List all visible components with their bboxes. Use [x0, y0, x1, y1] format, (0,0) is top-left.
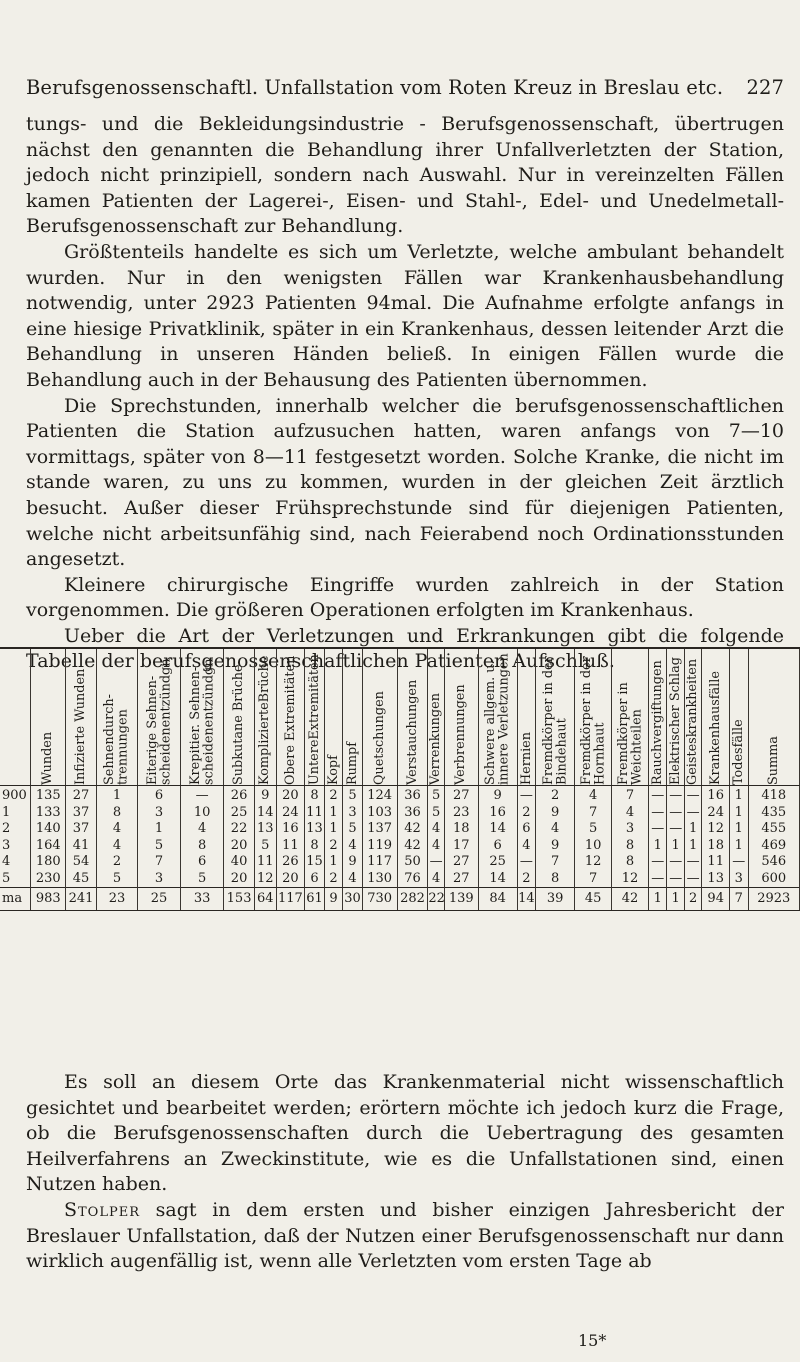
- table-cell: 4: [181, 821, 224, 838]
- row-year-cell: 2: [0, 821, 31, 838]
- table-cell: 18: [702, 838, 730, 855]
- table-cell: 54: [66, 854, 97, 871]
- table-cell: 4: [575, 786, 612, 805]
- table-cell: 16: [702, 786, 730, 805]
- sum-row: [0, 888, 800, 911]
- column-header: [66, 648, 97, 786]
- table-cell: 164: [31, 838, 66, 855]
- table-cell: 3: [138, 871, 181, 888]
- table-cell: 36: [397, 786, 428, 805]
- table-cell: 10: [575, 838, 612, 855]
- table-cell: 8: [305, 838, 325, 855]
- sum-cell: 61: [305, 888, 325, 911]
- table-cell: 9: [536, 805, 575, 822]
- sum-cell: 84: [478, 888, 517, 911]
- sum-cell: 9: [324, 888, 342, 911]
- paragraph-7-text: sagt in dem ersten und bisher einzigen Jahresbericht der Breslauer Unfallstation, daß der Nutzen einer Berufsgenossenschaft nur dann wirklich augenfällig ist, wenn alle Verletzten vom ersten Tage ab: [26, 1198, 784, 1273]
- column-header: [181, 648, 224, 786]
- table-cell: 11: [254, 854, 276, 871]
- sum-label-cell: ma: [0, 888, 31, 911]
- table-cell: —: [667, 821, 684, 838]
- running-title: Berufsgenossenschaftl. Unfallstation vom Roten Kreuz in Breslau etc.: [26, 76, 724, 99]
- column-header: [684, 648, 701, 786]
- table-cell: 25: [224, 805, 255, 822]
- sum-cell: 241: [66, 888, 97, 911]
- table-cell: 7: [575, 871, 612, 888]
- table-cell: 1: [649, 838, 667, 855]
- table-cell: 8: [612, 838, 649, 855]
- table-cell: 1: [324, 854, 342, 871]
- table-cell: 27: [66, 786, 97, 805]
- table-cell: 124: [362, 786, 397, 805]
- table-cell: 4: [517, 838, 535, 855]
- table-cell: 2: [517, 805, 535, 822]
- column-header-label: Subkutane Brüche: [231, 664, 247, 785]
- table-body: [0, 786, 800, 911]
- column-header: [428, 648, 444, 786]
- table-cell: —: [730, 854, 748, 871]
- table-cell: 1: [730, 821, 748, 838]
- table-cell: —: [649, 871, 667, 888]
- sum-cell: 30: [343, 888, 363, 911]
- table-row: [0, 805, 800, 822]
- column-header-label: Rauchvergiftungen: [649, 660, 665, 785]
- table-cell: 27: [444, 786, 478, 805]
- column-header-label: Rumpf: [344, 742, 360, 785]
- table-cell: 25: [478, 854, 517, 871]
- table-cell: —: [667, 854, 684, 871]
- table-cell: 180: [31, 854, 66, 871]
- table-cell: 8: [305, 786, 325, 805]
- table-cell: 20: [224, 838, 255, 855]
- table-row: [0, 838, 800, 855]
- table-cell: 4: [96, 821, 137, 838]
- table-cell: 2: [517, 871, 535, 888]
- table-cell: 2: [324, 838, 342, 855]
- paragraph-4: Kleinere chirurgische Eingriffe wurden zahlreich in der Station vorgenommen. Die größeren Operationen erfolgten im Krankenhaus.: [26, 573, 784, 622]
- table-cell: 11: [306, 804, 323, 820]
- table-cell: 4: [343, 871, 363, 888]
- table-cell: —: [667, 786, 684, 805]
- sum-cell: 2: [684, 888, 701, 911]
- sum-cell: 42: [612, 888, 649, 911]
- column-header: [730, 648, 748, 786]
- table-cell: 5: [181, 871, 224, 888]
- table-cell: 435: [748, 805, 799, 822]
- column-header: [0, 648, 31, 786]
- table-cell: 600: [748, 871, 799, 888]
- table-cell: —: [517, 854, 535, 871]
- sum-cell: 25: [138, 888, 181, 911]
- column-header-label: KompliziertеBrüche: [257, 655, 273, 785]
- sum-cell: 153: [224, 888, 255, 911]
- table-cell: 41: [66, 838, 97, 855]
- table-cell: 9: [536, 838, 575, 855]
- table-cell: 4: [343, 838, 363, 855]
- column-header-label: Verstauchungen: [404, 679, 420, 785]
- table-cell: 5: [428, 786, 444, 805]
- table-cell: 4: [96, 838, 137, 855]
- table-cell: 9: [478, 786, 517, 805]
- signature-mark: 15*: [578, 1331, 607, 1350]
- column-header-label: Krankenhausfälle: [707, 671, 723, 785]
- column-header: [748, 648, 799, 786]
- paragraph-2: Größtenteils handelte es sich um Verletzte, welche ambulant behandelt wurden. Nur in den wenigsten Fällen war Krankenhausbehandlung notwendig, unter 2923 Patienten 94mal. Die Aufnahme erfolgte anfangs in eine hiesige Privatklinik, später in ein Krankenhaus, dessen leitender Arzt die Behandlung in unseren Händen beließ. In einigen Fällen wurde die Behandlung auch in der Behausung des Patienten übernommen.: [26, 240, 784, 391]
- table-cell: 12: [612, 871, 649, 888]
- table-cell: 18: [444, 821, 478, 838]
- table-cell: 42: [397, 838, 428, 855]
- column-header: [324, 648, 342, 786]
- table-cell: 36: [397, 805, 428, 822]
- table-cell: 15: [306, 854, 323, 869]
- column-header: [362, 648, 397, 786]
- table-cell: 135: [31, 786, 66, 805]
- column-header: [612, 648, 649, 786]
- column-header-label: Elektrischer Schlag: [667, 657, 683, 785]
- table-cell: 50: [397, 854, 428, 871]
- sum-cell: 117: [276, 888, 305, 911]
- table-cell: 230: [31, 871, 66, 888]
- table-cell: 5: [138, 838, 181, 855]
- table-cell: 1: [684, 838, 701, 855]
- sum-cell: 139: [444, 888, 478, 911]
- column-header: [517, 648, 535, 786]
- table-cell: 133: [31, 805, 66, 822]
- table-cell: 20: [276, 871, 305, 888]
- table-cell: 1: [138, 821, 181, 838]
- table-cell: —: [181, 786, 224, 805]
- table-cell: 5: [96, 871, 137, 888]
- table-cell: 11: [276, 838, 305, 855]
- table-cell: 11: [702, 854, 730, 871]
- column-header: [536, 648, 575, 786]
- column-header-label: Fremdkörper in der Hornhaut: [578, 656, 608, 785]
- column-header-label: Infizierte Wunden: [73, 668, 89, 785]
- table-cell: 6: [517, 821, 535, 838]
- table-cell: —: [684, 805, 701, 822]
- row-year-cell: 4: [0, 854, 31, 871]
- column-header: [667, 648, 684, 786]
- table-cell: 7: [536, 854, 575, 871]
- table-cell: —: [649, 821, 667, 838]
- closing-text: [26, 1070, 784, 1275]
- table-cell: 6: [478, 838, 517, 855]
- table-cell: 1: [96, 786, 137, 805]
- table-cell: 6: [138, 786, 181, 805]
- sum-cell: 33: [181, 888, 224, 911]
- column-header-label: Schwere allgem. u. innere Verletzungen: [483, 653, 512, 785]
- paragraph-5: Ueber die Art der Verletzungen und Erkrankungen gibt die folgende Tabelle der berufsgenossenschaftlichen Patienten Aufschluß.: [26, 624, 784, 673]
- row-year-cell: 1: [0, 805, 31, 822]
- table-cell: —: [684, 786, 701, 805]
- paragraph-7: [26, 1198, 784, 1275]
- column-header-label: Todesfälle: [731, 719, 747, 785]
- table-cell: 5: [343, 786, 363, 805]
- table-header-row: [0, 648, 800, 786]
- table-cell: 4: [428, 838, 444, 855]
- column-header-label: Sehnendurch-trennungen: [102, 694, 131, 785]
- sum-cell: 282: [397, 888, 428, 911]
- table-cell: 3: [138, 805, 181, 822]
- sum-cell: 64: [254, 888, 276, 911]
- table-cell: —: [649, 805, 667, 822]
- column-header: [276, 648, 305, 786]
- table-cell: —: [429, 854, 443, 869]
- column-header-label: Fremdkörper in der Bindehaut: [540, 656, 570, 785]
- table-cell: 7: [575, 805, 612, 822]
- injury-statistics-table: [0, 647, 800, 911]
- table-cell: 16: [478, 805, 517, 822]
- table-row: [0, 821, 800, 838]
- column-header: [478, 648, 517, 786]
- column-header-label: Eiterige Sehnen-scheidenentzündgn: [144, 658, 174, 785]
- table-cell: 8: [181, 838, 224, 855]
- table-cell: 5: [343, 821, 363, 838]
- column-header: [254, 648, 276, 786]
- sum-cell: 23: [96, 888, 137, 911]
- sum-cell: 2923: [748, 888, 799, 911]
- column-header: [575, 648, 612, 786]
- table-cell: 1: [730, 786, 748, 805]
- table-cell: 4: [536, 821, 575, 838]
- table-cell: 45: [66, 871, 97, 888]
- table-cell: —: [684, 871, 701, 888]
- column-header-label: Hernien: [518, 732, 534, 785]
- table-cell: 13: [702, 871, 730, 888]
- table-cell: 1: [684, 821, 701, 838]
- table-cell: 2: [96, 854, 137, 871]
- table-cell: —: [649, 854, 667, 871]
- table-cell: 5: [254, 838, 276, 855]
- table-cell: 8: [96, 805, 137, 822]
- table-cell: 3: [343, 805, 363, 822]
- table-cell: 17: [444, 838, 478, 855]
- column-header-label: Kopf: [325, 755, 341, 785]
- row-year-cell: 3: [0, 838, 31, 855]
- table-row: [0, 786, 800, 805]
- table-cell: 12: [702, 821, 730, 838]
- table-cell: 117: [362, 854, 397, 871]
- table-cell: —: [667, 805, 684, 822]
- column-header-label: Geisteskrankheiten: [685, 658, 701, 785]
- paragraph-1: tungs- und die Bekleidungsindustrie - Berufsgenossenschaft, übertrugen nächst den genannten die Behandlung ihrer Unfallverletzten der Station, jedoch nicht prinzipiell, sondern nach Auswahl. Nur in vereinzelten Fällen kamen Patienten der Lagerei-, Eisen- und Stahl-, Edel- und Unedelmetall-Berufsgenossenschaft zur Behandlung.: [26, 113, 784, 238]
- row-year-cell: 900: [0, 786, 31, 805]
- table-cell: 9: [254, 786, 276, 805]
- table-cell: 8: [612, 854, 649, 871]
- table-cell: 16: [276, 821, 305, 838]
- table-cell: 26: [224, 786, 255, 805]
- table-cell: 103: [362, 805, 397, 822]
- column-header-label: Quetschungen: [371, 691, 387, 785]
- column-header: [96, 648, 137, 786]
- table-cell: 1: [667, 838, 684, 855]
- table-cell: 2: [324, 871, 342, 888]
- table-cell: 1: [730, 805, 748, 822]
- sum-cell: 983: [31, 888, 66, 911]
- table-cell: 8: [536, 871, 575, 888]
- sum-cell: 1: [667, 888, 684, 911]
- table-cell: 6: [181, 854, 224, 871]
- table-cell: 418: [748, 786, 799, 805]
- table-cell: 137: [362, 821, 397, 838]
- table-cell: 76: [397, 871, 428, 888]
- column-header-label: Verbrennungen: [453, 684, 469, 785]
- column-header: [31, 648, 66, 786]
- table-row: [0, 854, 800, 871]
- column-header: [305, 648, 325, 786]
- column-header-label: Fremdkörper in Weichteilen: [615, 682, 645, 785]
- column-header: [444, 648, 478, 786]
- table-cell: 13: [306, 821, 323, 836]
- sum-cell: 45: [575, 888, 612, 911]
- table-cell: 13: [254, 821, 276, 838]
- table-cell: 20: [276, 786, 305, 805]
- table-cell: 130: [362, 871, 397, 888]
- paragraph-3: Die Sprechstunden, innerhalb welcher die berufsgenossenschaftlichen Patienten die Station aufzusuchen hatten, waren anfangs von 7—10 vormittags, später von 8—11 festgesetzt worden. Solche Kranke, die nicht im stande waren, zu uns zu kommen, wurden in der gleichen Zeit ärztlich besucht. Außer dieser Frühsprechstunde sind für diejenigen Patienten, welche nicht arbeitsunfähig sind, nach Feierabend noch Ordinationsstunden angesetzt.: [26, 394, 784, 571]
- column-header: [702, 648, 730, 786]
- table-cell: 27: [444, 871, 478, 888]
- column-header: [224, 648, 255, 786]
- table-cell: 3: [612, 821, 649, 838]
- sum-cell: 14: [517, 888, 535, 911]
- table-cell: 23: [444, 805, 478, 822]
- sum-cell: 22: [428, 888, 444, 911]
- running-header: [26, 76, 784, 99]
- table-cell: —: [649, 786, 667, 805]
- table-cell: 12: [575, 854, 612, 871]
- table-cell: 42: [397, 821, 428, 838]
- table-cell: 2: [324, 786, 342, 805]
- column-header-label: Verrenkungen: [428, 693, 444, 785]
- table-cell: 546: [748, 854, 799, 871]
- table-cell: 1: [730, 838, 748, 855]
- column-header: [138, 648, 181, 786]
- table-cell: —: [517, 786, 535, 805]
- sum-cell: 94: [702, 888, 730, 911]
- table-cell: 12: [254, 871, 276, 888]
- table-cell: 14: [478, 821, 517, 838]
- column-header-label: Wunden: [40, 731, 56, 785]
- table-cell: 1: [324, 821, 342, 838]
- table-cell: 37: [66, 805, 97, 822]
- table-cell: —: [684, 854, 701, 871]
- table-cell: 9: [343, 854, 363, 871]
- table-cell: 5: [428, 805, 444, 822]
- column-header-label: UntereExtremitäten: [306, 654, 322, 785]
- table-cell: 40: [224, 854, 255, 871]
- table-cell: 10: [181, 805, 224, 822]
- column-header-label: Krepitier. Sehnen-scheidenentzündgn: [187, 658, 217, 785]
- table-cell: —: [667, 871, 684, 888]
- table-cell: 26: [276, 854, 305, 871]
- table-cell: 37: [66, 821, 97, 838]
- sum-cell: 39: [536, 888, 575, 911]
- column-header: [397, 648, 428, 786]
- column-header: [343, 648, 363, 786]
- table-cell: 469: [748, 838, 799, 855]
- table-cell: 2: [536, 786, 575, 805]
- intro-text: [26, 112, 784, 675]
- table-cell: 7: [612, 786, 649, 805]
- table-cell: 5: [575, 821, 612, 838]
- page-number: 227: [746, 76, 784, 99]
- table-cell: 7: [138, 854, 181, 871]
- sum-cell: 7: [730, 888, 748, 911]
- table-cell: 4: [612, 805, 649, 822]
- table-cell: 24: [702, 805, 730, 822]
- column-header: [649, 648, 667, 786]
- row-year-cell: 5: [0, 871, 31, 888]
- table-cell: 14: [254, 805, 276, 822]
- column-header-label: Summa: [766, 736, 781, 785]
- sum-cell: 730: [362, 888, 397, 911]
- table-cell: 6: [305, 871, 325, 888]
- table-cell: 1: [324, 805, 342, 822]
- table-cell: 14: [478, 871, 517, 888]
- table-cell: 119: [362, 838, 397, 855]
- table-cell: 27: [444, 854, 478, 871]
- column-header-label: Obere Extremitäten: [282, 655, 298, 785]
- table-cell: 24: [276, 805, 305, 822]
- table-cell: 455: [748, 821, 799, 838]
- table-cell: 22: [224, 821, 255, 838]
- author-name: Stolper: [64, 1198, 141, 1221]
- table-cell: 4: [428, 821, 444, 838]
- table-cell: 4: [428, 871, 444, 888]
- table-cell: 3: [730, 871, 748, 888]
- table-cell: 140: [31, 821, 66, 838]
- table-cell: 20: [224, 871, 255, 888]
- table-row: [0, 871, 800, 888]
- paragraph-6: Es soll an diesem Orte das Krankenmaterial nicht wissenschaftlich gesichtet und bearbeitet werden; erörtern möchte ich jedoch kurz die Frage, ob die Berufsgenossenschaften durch die Uebertragung des gesamten Heilverfahrens an Zweckinstitute, wie es die Unfallstationen sind, einen Nutzen haben.: [26, 1071, 784, 1196]
- sum-cell: 1: [649, 888, 667, 911]
